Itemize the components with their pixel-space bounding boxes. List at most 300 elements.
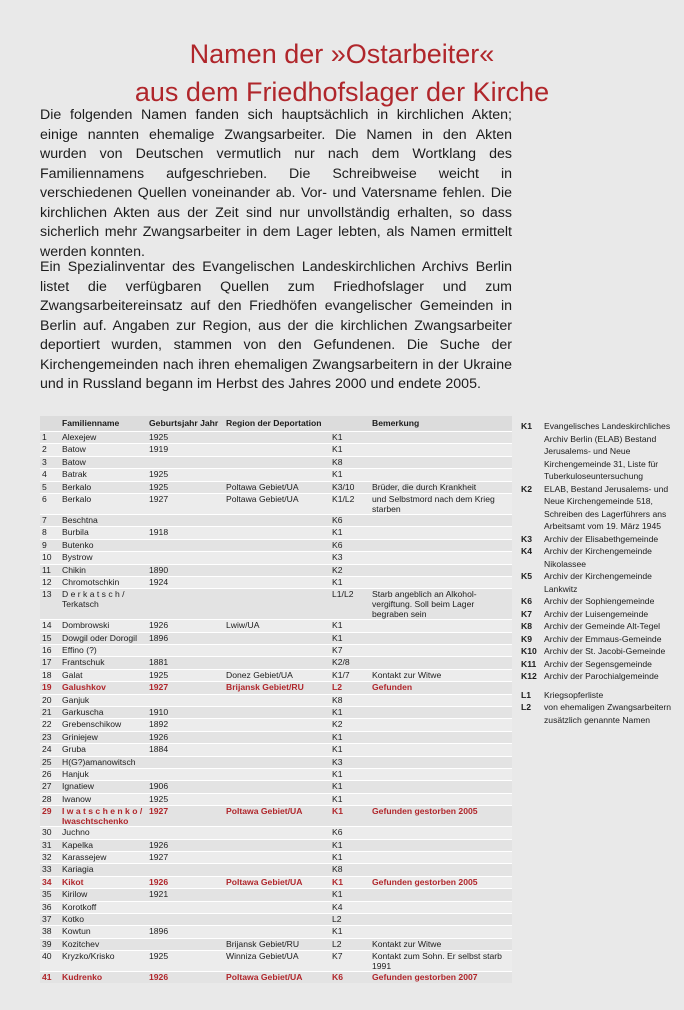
cell-family-name: D e r k a t s c h / Terkatsch: [60, 589, 147, 620]
legend-item: [521, 633, 681, 646]
legend-item: [521, 545, 681, 570]
table-row: [40, 889, 512, 901]
cell-source: K1: [330, 707, 370, 719]
table-row: [40, 806, 512, 827]
legend-item: [521, 483, 681, 533]
table-row: [40, 719, 512, 731]
cell-remark: [370, 719, 512, 731]
legend-item: [521, 620, 681, 633]
cell-family-name: Galat: [60, 669, 147, 681]
cell-family-name: Beschtna: [60, 514, 147, 526]
cell-birth-year: 1925: [147, 951, 224, 972]
cell-region: [224, 456, 330, 468]
cell-row-number: 32: [40, 851, 60, 863]
cell-remark: [370, 756, 512, 768]
cell-row-number: 34: [40, 876, 60, 888]
cell-region: [224, 527, 330, 539]
table-row: [40, 951, 512, 972]
table-row: [40, 839, 512, 851]
table-row: [40, 669, 512, 681]
cell-region: [224, 576, 330, 588]
cell-source: L2: [330, 913, 370, 925]
cell-birth-year: 1926: [147, 876, 224, 888]
cell-source: K3: [330, 552, 370, 564]
cell-family-name: I w a t s c h e n k o / Iwaschtschenko: [60, 806, 147, 827]
cell-remark: [370, 564, 512, 576]
cell-row-number: 3: [40, 456, 60, 468]
cell-family-name: Korotkoff: [60, 901, 147, 913]
cell-source: K1: [330, 576, 370, 588]
legend-text: Archiv der Segensgemeinde: [544, 658, 652, 669]
cell-row-number: 38: [40, 926, 60, 938]
cell-remark: [370, 527, 512, 539]
cell-remark: [370, 744, 512, 756]
cell-birth-year: 1881: [147, 657, 224, 669]
legend-text: Archiv der Luisengemeinde: [544, 608, 649, 619]
cell-source: K2: [330, 564, 370, 576]
cell-row-number: 35: [40, 889, 60, 901]
cell-region: Brijansk Gebiet/RU: [224, 938, 330, 950]
cell-remark: [370, 694, 512, 706]
cell-birth-year: 1906: [147, 781, 224, 793]
cell-row-number: 2: [40, 444, 60, 456]
cell-remark: [370, 731, 512, 743]
cell-birth-year: 1925: [147, 669, 224, 681]
cell-remark: [370, 707, 512, 719]
cell-remark: Gefunden gestorben 2005: [370, 876, 512, 888]
cell-birth-year: 1927: [147, 806, 224, 827]
cell-birth-year: 1927: [147, 851, 224, 863]
cell-source: L2: [330, 682, 370, 694]
legend-item: [521, 533, 681, 546]
cell-row-number: 25: [40, 756, 60, 768]
cell-birth-year: [147, 539, 224, 551]
legend-text: von ehemaligen Zwangsarbeitern zusätzlich genannte Namen: [544, 702, 672, 725]
cell-row-number: 33: [40, 864, 60, 876]
cell-row-number: 10: [40, 552, 60, 564]
cell-family-name: Kowtun: [60, 926, 147, 938]
cell-row-number: 39: [40, 938, 60, 950]
cell-region: [224, 432, 330, 444]
cell-region: [224, 744, 330, 756]
table-row: [40, 493, 512, 514]
cell-birth-year: 1927: [147, 493, 224, 514]
table-row: [40, 589, 512, 620]
cell-remark: [370, 576, 512, 588]
intro-paragraph-1: Die folgenden Namen fanden sich hauptsächlich in kirchlichen Akten; einige nannten ehemalige Zwangsarbeiter. Die Namen in den Akten wurden von Deutschen vermutlich nur nach dem Wortklang des Familiennamens aufgeschrieben. Die Schreibweise weicht in verschiedenen Quellen voneinander ab. Vor- und Vatersname fehlen. Die kirchlichen Akten aus der Zeit sind nur unvollständig erhalten, so dass sicherlich mehr Zwangsarbeiter in dem Lager lebten, als Namen ermittelt werden konnten.: [40, 107, 512, 260]
legend-code: K5: [521, 571, 532, 581]
cell-remark: [370, 539, 512, 551]
table-row: [40, 682, 512, 694]
cell-family-name: Alexejew: [60, 432, 147, 444]
legend-text: Archiv der Parochialgemeinde: [544, 671, 659, 681]
legend-item: [521, 689, 681, 702]
cell-source: L2: [330, 938, 370, 950]
cell-remark: [370, 781, 512, 793]
cell-source: K2: [330, 719, 370, 731]
table-row: [40, 694, 512, 706]
cell-source: K1: [330, 432, 370, 444]
cell-family-name: Frantschuk: [60, 657, 147, 669]
cell-family-name: Kapelka: [60, 839, 147, 851]
table-body: [40, 432, 512, 984]
table-row: [40, 938, 512, 950]
legend-code: K4: [521, 546, 532, 556]
cell-source: K1: [330, 632, 370, 644]
cell-family-name: Grebenschikow: [60, 719, 147, 731]
cell-region: [224, 768, 330, 780]
cell-row-number: 19: [40, 682, 60, 694]
cell-region: [224, 889, 330, 901]
table-row: [40, 781, 512, 793]
table-row: [40, 744, 512, 756]
table-row: [40, 657, 512, 669]
cell-region: Poltawa Gebiet/UA: [224, 972, 330, 984]
cell-region: [224, 756, 330, 768]
cell-row-number: 20: [40, 694, 60, 706]
cell-row-number: 23: [40, 731, 60, 743]
cell-birth-year: 1925: [147, 481, 224, 493]
cell-region: [224, 469, 330, 481]
table-row: [40, 645, 512, 657]
table-row: [40, 444, 512, 456]
cell-region: [224, 719, 330, 731]
cell-remark: [370, 432, 512, 444]
cell-remark: Gefunden gestorben 2005: [370, 806, 512, 827]
cell-birth-year: [147, 768, 224, 780]
cell-birth-year: [147, 827, 224, 839]
cell-row-number: 15: [40, 632, 60, 644]
legend-code: K11: [521, 658, 537, 669]
cell-family-name: Karassejew: [60, 851, 147, 863]
table-row: [40, 926, 512, 938]
table-row: [40, 620, 512, 632]
cell-source: K1/L2: [330, 493, 370, 514]
cell-region: [224, 901, 330, 913]
table-row: [40, 707, 512, 719]
header-source: [330, 416, 370, 432]
table-row: [40, 432, 512, 444]
cell-region: [224, 444, 330, 456]
cell-remark: [370, 827, 512, 839]
cell-source: K1: [330, 744, 370, 756]
page-title-line-1: Namen der »Ostarbeiter«: [189, 39, 495, 70]
cell-source: K1: [330, 469, 370, 481]
header-number: [40, 416, 60, 432]
cell-region: [224, 793, 330, 805]
cell-family-name: Kozitchev: [60, 938, 147, 950]
cell-family-name: Dombrowski: [60, 620, 147, 632]
cell-birth-year: 1918: [147, 527, 224, 539]
cell-source: K1: [330, 731, 370, 743]
cell-family-name: Chikin: [60, 564, 147, 576]
table-row: [40, 539, 512, 551]
cell-source: K7: [330, 645, 370, 657]
cell-family-name: Iwanow: [60, 793, 147, 805]
cell-row-number: 29: [40, 806, 60, 827]
cell-birth-year: [147, 514, 224, 526]
cell-family-name: Kotko: [60, 913, 147, 925]
cell-row-number: 17: [40, 657, 60, 669]
table-row: [40, 793, 512, 805]
table-row: [40, 756, 512, 768]
cell-row-number: 40: [40, 951, 60, 972]
table-row: [40, 913, 512, 925]
cell-remark: Kontakt zum Sohn. Er selbst starb 1991: [370, 951, 512, 972]
legend-item: [521, 420, 681, 483]
cell-family-name: Ignatiew: [60, 781, 147, 793]
cell-row-number: 9: [40, 539, 60, 551]
legend-text: Kriegsopferliste: [544, 689, 604, 700]
cell-remark: [370, 514, 512, 526]
legend-item: [521, 658, 681, 671]
legend-code: L2: [521, 702, 532, 712]
cell-region: [224, 913, 330, 925]
cell-row-number: 13: [40, 589, 60, 620]
cell-source: K2/8: [330, 657, 370, 669]
legend-item: [521, 701, 681, 726]
cell-remark: [370, 469, 512, 481]
cell-family-name: Kudrenko: [60, 972, 147, 984]
legend-text: Archiv der Kirchengemeinde Nikolassee: [544, 546, 652, 569]
cell-source: K3/10: [330, 481, 370, 493]
cell-source: K6: [330, 539, 370, 551]
legend-text: Archiv der Sophiengemeinde: [544, 596, 655, 606]
cell-birth-year: [147, 756, 224, 768]
cell-source: K1: [330, 620, 370, 632]
cell-source: K1: [330, 806, 370, 827]
legend-item: [521, 645, 681, 658]
cell-row-number: 30: [40, 827, 60, 839]
legend-code: K2: [521, 483, 532, 494]
table-row: [40, 864, 512, 876]
cell-row-number: 16: [40, 645, 60, 657]
table-row: [40, 552, 512, 564]
cell-region: Brijansk Gebiet/RU: [224, 682, 330, 694]
cell-family-name: Batrak: [60, 469, 147, 481]
cell-birth-year: 1926: [147, 839, 224, 851]
cell-row-number: 11: [40, 564, 60, 576]
cell-region: Poltawa Gebiet/UA: [224, 481, 330, 493]
cell-row-number: 5: [40, 481, 60, 493]
cell-source: K1: [330, 768, 370, 780]
cell-source: K7: [330, 951, 370, 972]
table-row: [40, 527, 512, 539]
table-header-row: [40, 416, 512, 432]
cell-source: K4: [330, 901, 370, 913]
table-row: [40, 514, 512, 526]
cell-family-name: Ganjuk: [60, 694, 147, 706]
table-row: [40, 876, 512, 888]
cell-source: K1: [330, 926, 370, 938]
legend-code: K12: [521, 671, 537, 681]
cell-source: K8: [330, 694, 370, 706]
cell-remark: [370, 851, 512, 863]
cell-row-number: 21: [40, 707, 60, 719]
page-title-line-2: aus dem Friedhofslager der Kirche: [134, 77, 550, 108]
table-row: [40, 456, 512, 468]
cell-region: Donez Gebiet/UA: [224, 669, 330, 681]
cell-source: K8: [330, 456, 370, 468]
cell-row-number: 36: [40, 901, 60, 913]
cell-region: Poltawa Gebiet/UA: [224, 876, 330, 888]
cell-remark: [370, 632, 512, 644]
legend-code: K7: [521, 608, 532, 619]
cell-birth-year: 1921: [147, 889, 224, 901]
cell-remark: [370, 657, 512, 669]
cell-remark: [370, 913, 512, 925]
legend-code: L1: [521, 689, 532, 700]
cell-source: K6: [330, 972, 370, 984]
cell-birth-year: 1926: [147, 731, 224, 743]
cell-birth-year: 1927: [147, 682, 224, 694]
cell-source: K6: [330, 514, 370, 526]
cell-birth-year: 1892: [147, 719, 224, 731]
cell-remark: [370, 444, 512, 456]
legend-code: K10: [521, 646, 537, 656]
table-row: [40, 481, 512, 493]
table-row: [40, 731, 512, 743]
cell-region: [224, 632, 330, 644]
cell-family-name: Garkuscha: [60, 707, 147, 719]
legend-text: Archiv der Elisabethgemeinde: [544, 533, 659, 544]
cell-row-number: 6: [40, 493, 60, 514]
cell-family-name: Butenko: [60, 539, 147, 551]
cell-remark: [370, 768, 512, 780]
table-row: [40, 768, 512, 780]
cell-source: K1/7: [330, 669, 370, 681]
names-table: [40, 416, 512, 983]
legend-code: K9: [521, 633, 532, 644]
legend-text: ELAB, Bestand Jerusalems- und Neue Kirchengemeinde 518, Schreiben des Lagerführers ans Arbeitsamt vom 19. März 1945: [544, 483, 669, 531]
cell-birth-year: 1884: [147, 744, 224, 756]
cell-source: K1: [330, 781, 370, 793]
cell-family-name: Kikot: [60, 876, 147, 888]
cell-remark: Starb angeblich an Alkohol-vergiftung. Soll beim Lager begraben sein: [370, 589, 512, 620]
cell-birth-year: 1925: [147, 432, 224, 444]
table-row: [40, 576, 512, 588]
cell-birth-year: 1924: [147, 576, 224, 588]
cell-row-number: 8: [40, 527, 60, 539]
cell-source: K1: [330, 793, 370, 805]
cell-family-name: Kirilow: [60, 889, 147, 901]
cell-birth-year: 1896: [147, 632, 224, 644]
table-row: [40, 901, 512, 913]
cell-row-number: 31: [40, 839, 60, 851]
cell-region: Winniza Gebiet/UA: [224, 951, 330, 972]
cell-row-number: 22: [40, 719, 60, 731]
table-row: [40, 851, 512, 863]
legend-text: Archiv der Kirchengemeinde Lankwitz: [544, 571, 652, 594]
cell-region: [224, 589, 330, 620]
header-birth-year: Geburtsjahr Jahr: [147, 416, 224, 432]
cell-family-name: Juchno: [60, 827, 147, 839]
cell-source: L1/L2: [330, 589, 370, 620]
cell-remark: [370, 864, 512, 876]
cell-region: [224, 707, 330, 719]
table-row: [40, 632, 512, 644]
cell-remark: [370, 620, 512, 632]
cell-region: [224, 694, 330, 706]
cell-family-name: Berkalo: [60, 493, 147, 514]
cell-source: K1: [330, 527, 370, 539]
cell-row-number: 27: [40, 781, 60, 793]
legend-text: Archiv der Gemeinde Alt-Tegel: [544, 621, 661, 631]
cell-row-number: 4: [40, 469, 60, 481]
cell-birth-year: 1910: [147, 707, 224, 719]
table-row: [40, 469, 512, 481]
table-row: [40, 827, 512, 839]
cell-remark: Kontakt zur Witwe: [370, 669, 512, 681]
header-family-name: Familienname: [60, 416, 147, 432]
cell-row-number: 14: [40, 620, 60, 632]
header-remark: Bemerkung: [370, 416, 512, 432]
cell-region: [224, 864, 330, 876]
cell-remark: Kontakt zur Witwe: [370, 938, 512, 950]
legend-code: K6: [521, 596, 532, 606]
header-region: Region der Deportation: [224, 416, 330, 432]
legend-item: [521, 670, 681, 683]
cell-family-name: H(G?)amanowitsch: [60, 756, 147, 768]
cell-source: K1: [330, 839, 370, 851]
legend-item: [521, 608, 681, 621]
cell-remark: Brüder, die durch Krankheit: [370, 481, 512, 493]
cell-row-number: 18: [40, 669, 60, 681]
cell-region: [224, 827, 330, 839]
cell-region: [224, 514, 330, 526]
cell-birth-year: [147, 589, 224, 620]
cell-row-number: 28: [40, 793, 60, 805]
cell-source: K8: [330, 864, 370, 876]
cell-region: [224, 839, 330, 851]
cell-birth-year: 1926: [147, 620, 224, 632]
cell-birth-year: [147, 552, 224, 564]
cell-birth-year: 1925: [147, 793, 224, 805]
cell-remark: und Selbstmord nach dem Krieg starben: [370, 493, 512, 514]
cell-remark: [370, 793, 512, 805]
cell-birth-year: [147, 694, 224, 706]
table-row: [40, 972, 512, 984]
legend-text: Archiv der St. Jacobi-Gemeinde: [544, 646, 666, 656]
cell-source: K1: [330, 889, 370, 901]
cell-row-number: 7: [40, 514, 60, 526]
cell-remark: [370, 552, 512, 564]
cell-remark: Gefunden gestorben 2007: [370, 972, 512, 984]
legend-item: [521, 570, 681, 595]
cell-birth-year: [147, 864, 224, 876]
cell-remark: [370, 901, 512, 913]
cell-region: [224, 781, 330, 793]
cell-region: [224, 539, 330, 551]
cell-source: K1: [330, 851, 370, 863]
cell-source: K6: [330, 827, 370, 839]
cell-region: Poltawa Gebiet/UA: [224, 493, 330, 514]
cell-family-name: Burbila: [60, 527, 147, 539]
cell-remark: [370, 456, 512, 468]
cell-family-name: Galushkov: [60, 682, 147, 694]
legend-text: Evangelisches Landeskirchliches Archiv Berlin (ELAB) Bestand Jerusalems- und Neue Kirchengemeinde 31, Liste für Tuberkuloseuntersuchung: [544, 421, 671, 481]
cell-family-name: Kryzko/Krisko: [60, 951, 147, 972]
cell-family-name: Chromotschkin: [60, 576, 147, 588]
cell-family-name: Gruba: [60, 744, 147, 756]
legend-item: [521, 595, 681, 608]
cell-family-name: Griniejew: [60, 731, 147, 743]
legend-code: K8: [521, 621, 532, 631]
cell-row-number: 24: [40, 744, 60, 756]
cell-region: [224, 645, 330, 657]
legend-list-list: [521, 689, 681, 727]
cell-row-number: 1: [40, 432, 60, 444]
